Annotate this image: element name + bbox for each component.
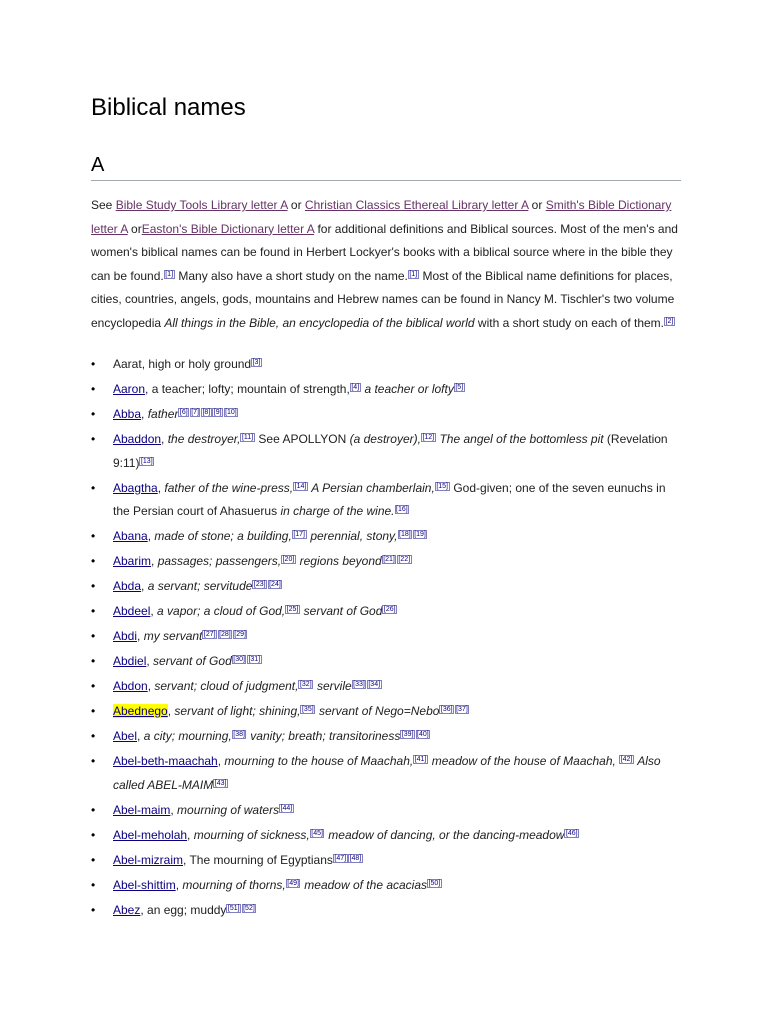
name-link[interactable]: Abel-shittim xyxy=(113,877,176,892)
citation-number[interactable]: [28] xyxy=(219,631,231,638)
citation-number[interactable]: [18] xyxy=(399,531,411,538)
list-item xyxy=(91,750,681,797)
citation-number[interactable]: [13] xyxy=(140,457,153,465)
list-item xyxy=(91,353,681,377)
definition-italic: servile xyxy=(313,679,352,693)
article-content xyxy=(91,92,681,924)
name-link[interactable]: Abdon xyxy=(113,679,148,693)
list-item xyxy=(91,477,681,524)
citation-ref[interactable] xyxy=(395,506,410,513)
list-item xyxy=(91,428,681,475)
definition-italic: a servant; servitude xyxy=(147,579,253,593)
citation-number[interactable]: [31] xyxy=(248,656,261,663)
definition-italic: Also called ABEL-MAIM xyxy=(113,754,661,792)
name-link[interactable]: Abaddon xyxy=(113,432,162,446)
citation-number[interactable]: [29] xyxy=(234,631,246,638)
list-item xyxy=(91,725,681,749)
citation-ref[interactable] xyxy=(333,855,363,862)
list-item xyxy=(91,899,681,923)
definition-italic: perennial, stony, xyxy=(307,529,398,543)
definition-italic: father of the wine-press, xyxy=(164,480,294,495)
definition-text: , xyxy=(141,407,148,421)
definition-italic: mourning of thorns, xyxy=(182,877,286,892)
name-link[interactable]: Abdi xyxy=(113,629,138,643)
citation-ref[interactable]: [1] xyxy=(409,270,418,278)
intro-text: or xyxy=(528,198,546,212)
citation-ref[interactable] xyxy=(285,606,300,613)
name-link[interactable]: Abel-maim xyxy=(113,802,171,817)
citation-ref[interactable] xyxy=(139,458,154,465)
definition-text: , an egg; muddy xyxy=(140,902,227,917)
citation-number[interactable]: [14] xyxy=(294,482,307,490)
intro-text: or xyxy=(127,221,142,236)
definition-text: , xyxy=(147,529,155,543)
citation-number[interactable]: [51] xyxy=(227,904,240,912)
citation-number[interactable]: [48] xyxy=(349,854,362,862)
citation-ref[interactable] xyxy=(421,434,436,441)
citation-ref[interactable] xyxy=(300,706,315,713)
definition-italic: passages; passengers, xyxy=(157,554,282,568)
intro-text: See xyxy=(91,198,116,212)
citation-number[interactable]: [22] xyxy=(398,556,411,563)
definition-italic: the destroyer, xyxy=(167,432,241,446)
list-item xyxy=(91,378,681,402)
definition-italic: servant of Nego=Nebo xyxy=(315,704,440,718)
citation-number[interactable]: [40] xyxy=(417,731,429,738)
definition-italic: A Persian chamberlain, xyxy=(308,480,435,495)
names-list xyxy=(91,353,681,922)
definition-text: , xyxy=(137,629,144,643)
definition-italic: made of stone; a building, xyxy=(154,529,292,543)
definition-text: , xyxy=(147,679,155,693)
definition-text: , The mourning of Egyptians xyxy=(183,852,333,867)
definition-text: , xyxy=(157,480,165,495)
citation-number[interactable]: [46] xyxy=(565,829,578,837)
citation-number[interactable]: [10] xyxy=(225,409,237,416)
citation-ref[interactable] xyxy=(213,780,228,787)
citation-ref[interactable] xyxy=(202,631,248,638)
citation-number[interactable]: [52] xyxy=(243,904,255,912)
section-heading-a: A xyxy=(91,152,681,181)
citation-ref[interactable] xyxy=(279,805,294,812)
definition-italic: mourning of sickness, xyxy=(193,827,310,842)
citation-ref[interactable] xyxy=(382,606,397,613)
definition-text: , high or holy ground xyxy=(141,357,252,371)
name-link: Aarat xyxy=(113,357,142,371)
definition-text: , xyxy=(170,802,178,817)
citation-ref[interactable] xyxy=(286,880,301,887)
intro-text: or xyxy=(287,198,305,212)
definition-text: , xyxy=(141,579,148,593)
definition-text: , xyxy=(167,704,175,718)
citation-number[interactable]: [17] xyxy=(293,531,305,538)
definition-text: God-given; one of the seven eunuchs in the Persian court of Ahasuerus xyxy=(113,480,666,518)
definition-italic: my servant xyxy=(143,629,203,643)
citation-number[interactable]: [44] xyxy=(280,804,293,812)
name-link[interactable]: Abdeel xyxy=(113,604,151,618)
citation-ref[interactable] xyxy=(292,531,307,538)
citation-ref[interactable]: [1] xyxy=(165,270,174,278)
citation-number[interactable]: [50] xyxy=(428,879,441,887)
citation-number[interactable]: [30] xyxy=(233,656,245,663)
citation-number[interactable]: [25] xyxy=(286,606,299,613)
citation-ref[interactable] xyxy=(310,830,325,837)
list-item xyxy=(91,650,681,674)
citation-ref[interactable] xyxy=(619,756,634,763)
name-link[interactable]: Abana xyxy=(113,529,148,543)
citation-number[interactable]: [24] xyxy=(269,581,281,588)
name-link[interactable]: Abednego xyxy=(113,704,168,718)
definition-text: , xyxy=(187,827,194,842)
definition-text: , xyxy=(175,877,183,892)
citation-ref[interactable] xyxy=(232,656,262,663)
citation-number[interactable]: [9] xyxy=(213,409,222,416)
citation-ref[interactable] xyxy=(435,483,450,490)
citation-number[interactable]: [11] xyxy=(241,434,254,441)
definition-italic: mourning to the house of Maachah, xyxy=(224,754,414,768)
definition-text: , xyxy=(146,654,154,668)
definition-text: (Revelation 9:11) xyxy=(113,432,668,470)
list-item xyxy=(91,525,681,549)
name-link[interactable]: Abarim xyxy=(113,554,152,568)
citation-number[interactable]: [47] xyxy=(334,854,347,862)
citation-ref[interactable] xyxy=(226,905,256,912)
definition-italic: meadow of the acacias xyxy=(300,877,428,892)
definition-italic: regions beyond xyxy=(296,554,382,568)
definition-italic: meadow of dancing, or the dancing-meadow xyxy=(324,827,565,842)
name-link[interactable]: Abdiel xyxy=(113,654,147,668)
intro-text: with a short study on each of them. xyxy=(474,315,665,330)
citation-ref[interactable] xyxy=(251,359,262,366)
name-link[interactable]: Abel xyxy=(113,729,138,743)
list-item xyxy=(91,849,681,873)
list-item xyxy=(91,600,681,624)
list-item xyxy=(91,824,681,848)
definition-italic: father xyxy=(147,407,179,421)
citation-number[interactable]: [19] xyxy=(414,531,426,538)
definition-italic: servant of light; shining, xyxy=(174,704,301,718)
citation-ref[interactable] xyxy=(382,556,412,563)
definition-text: , xyxy=(161,432,168,446)
definition-italic: meadow of the house of Maachah, xyxy=(428,754,620,768)
definition-italic: a vapor; a cloud of God, xyxy=(157,604,286,618)
citation-number[interactable]: [27] xyxy=(203,631,216,638)
citation-number[interactable]: [4] xyxy=(351,384,360,391)
definition-text: , xyxy=(151,554,158,568)
smiths-dictionary-link[interactable]: Smith's Bible Dictionary letter A xyxy=(91,198,672,236)
citation-number[interactable]: [36] xyxy=(440,706,453,713)
citation-number[interactable]: [5] xyxy=(455,384,464,391)
citation-number[interactable]: [26] xyxy=(383,606,396,613)
citation-number[interactable]: [39] xyxy=(401,731,414,738)
citation-ref[interactable] xyxy=(398,531,428,538)
citation-ref[interactable] xyxy=(427,880,442,887)
intro-paragraph xyxy=(91,194,681,335)
definition-text: , a teacher; lofty; mountain of strength, xyxy=(145,382,350,396)
citation-number[interactable]: [23] xyxy=(253,581,266,588)
citation-number[interactable]: [43] xyxy=(214,779,227,787)
citation-number[interactable]: [37] xyxy=(456,706,468,713)
definition-text: , xyxy=(217,754,225,768)
list-item xyxy=(91,550,681,574)
citation-number[interactable]: [6] xyxy=(179,409,188,416)
citation-ref[interactable]: [2] xyxy=(665,317,674,325)
name-link[interactable]: Abda xyxy=(113,579,142,593)
citation-number[interactable]: [42] xyxy=(620,756,633,763)
citation-number[interactable]: [20] xyxy=(282,556,295,563)
definition-italic: in charge of the wine. xyxy=(280,504,395,518)
citation-ref[interactable] xyxy=(178,409,238,416)
definition-italic: servant; cloud of judgment, xyxy=(154,679,299,693)
definition-italic: servant of God xyxy=(300,604,383,618)
citation-number[interactable]: [38] xyxy=(233,731,245,738)
list-item xyxy=(91,403,681,427)
citation-number[interactable]: [49] xyxy=(287,879,299,887)
list-item xyxy=(91,700,681,724)
citation-number[interactable]: [35] xyxy=(301,706,314,713)
citation-number[interactable]: [21] xyxy=(383,556,395,563)
citation-number[interactable]: [16] xyxy=(396,506,408,513)
intro-text: Many also have a short study on the name. xyxy=(175,268,408,283)
citation-ref[interactable] xyxy=(350,384,361,391)
eastons-dictionary-link[interactable]: Easton's Bible Dictionary letter A xyxy=(141,221,315,236)
intro-text: Most of the Biblical name definitions for places, cities, countries, angels, gods, mountains and Hebrew names can be found in Nancy M. Tischler's two volume encyclopedia xyxy=(91,268,675,330)
name-link[interactable]: Aaron xyxy=(113,382,146,396)
name-link[interactable]: Abel-beth-maachah xyxy=(113,754,218,768)
citation-ref[interactable] xyxy=(281,556,296,563)
citation-number[interactable]: [34] xyxy=(368,681,381,688)
citation-ref[interactable] xyxy=(298,681,313,688)
book-title: All things in the Bible, an encyclopedia of the biblical world xyxy=(164,315,475,330)
citation-number[interactable]: [12] xyxy=(422,434,435,441)
citation-ref[interactable] xyxy=(240,434,255,441)
citation-ref[interactable] xyxy=(413,756,428,763)
citation-number[interactable]: [15] xyxy=(436,482,449,490)
list-item xyxy=(91,575,681,599)
list-item xyxy=(91,625,681,649)
definition-italic: (a destroyer), xyxy=(349,432,421,446)
name-link[interactable]: Abba xyxy=(113,407,142,421)
bible-study-tools-link[interactable]: Bible Study Tools Library letter A xyxy=(115,198,288,212)
definition-italic: a teacher or lofty xyxy=(361,382,454,396)
list-item xyxy=(91,675,681,699)
citation-number[interactable]: [41] xyxy=(414,756,427,763)
citation-ref[interactable] xyxy=(564,830,579,837)
name-link[interactable]: Abel-meholah xyxy=(113,827,188,842)
page-title: Biblical names xyxy=(91,94,246,121)
citation-number[interactable]: [45] xyxy=(311,829,323,837)
citation-ref[interactable] xyxy=(454,384,465,391)
citation-number[interactable]: [7] xyxy=(191,409,199,416)
definition-italic: vanity; breath; transitoriness xyxy=(246,729,401,743)
citation-ref[interactable] xyxy=(352,681,382,688)
list-item xyxy=(91,874,681,898)
citation-ref[interactable] xyxy=(293,483,308,490)
citation-number[interactable]: [32] xyxy=(299,681,312,688)
definition-text: See APOLLYON xyxy=(255,432,350,446)
definition-text: , xyxy=(137,729,144,743)
intro-text: for additional definitions and Biblical sources. Most of the men's and women's biblical names can be found in Herbert Lockyer's books with a biblical source where in the bible they can be found. xyxy=(91,221,678,283)
definition-text: , xyxy=(150,604,158,618)
citation-ref[interactable] xyxy=(439,706,469,713)
citation-ref[interactable] xyxy=(400,731,430,738)
citation-number[interactable]: [8] xyxy=(202,409,211,416)
definition-italic: The angel of the bottomless pit xyxy=(436,432,604,446)
list-item xyxy=(91,799,681,823)
name-link[interactable]: Abez xyxy=(113,902,141,917)
name-link[interactable]: Abagtha xyxy=(113,480,158,495)
citation-number[interactable]: [3] xyxy=(252,359,261,366)
citation-ref[interactable] xyxy=(252,581,282,588)
definition-italic: servant of God xyxy=(153,654,232,668)
citation-number[interactable]: [33] xyxy=(353,681,365,688)
christian-classics-link[interactable]: Christian Classics Ethereal Library letter A xyxy=(304,198,529,212)
definition-italic: a city; mourning, xyxy=(143,729,232,743)
definition-italic: mourning of waters xyxy=(177,802,280,817)
name-link[interactable]: Abel-mizraim xyxy=(113,852,184,867)
citation-ref[interactable] xyxy=(232,731,247,738)
